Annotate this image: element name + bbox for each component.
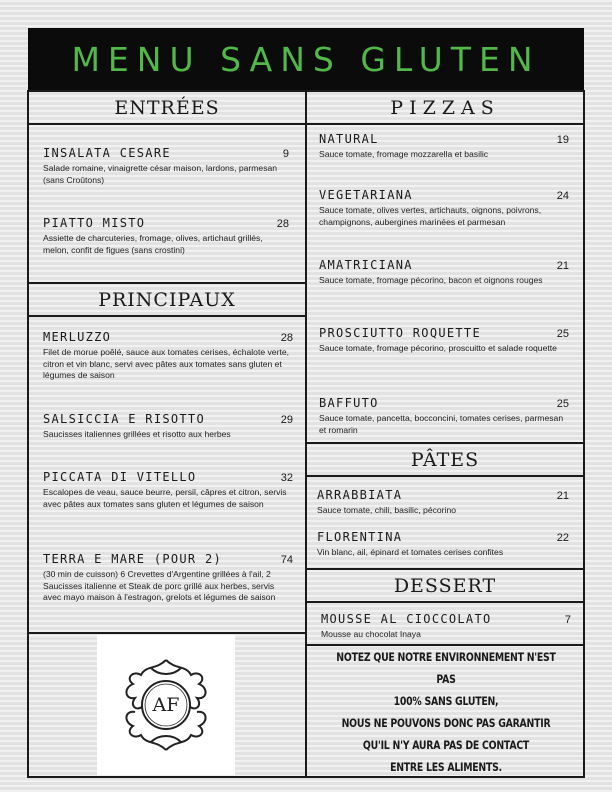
menu-item — [319, 132, 569, 161]
menu-item — [317, 530, 569, 559]
notice-line: ENTRE LES ALIMENTS. — [390, 760, 502, 774]
item-price: 19 — [556, 134, 569, 146]
item-name: SALSICCIA E RISOTTO — [43, 412, 205, 426]
item-name: MOUSSE AL CIOCCOLATO — [321, 612, 492, 626]
item-price: 22 — [556, 532, 569, 544]
menu-item — [43, 412, 293, 441]
item-description: Sauce tomate, olives vertes, artichauts, oignons, poivrons, champignons, aubergines marinées et parmesan — [319, 205, 542, 227]
item-name: PICCATA DI VITELLO — [43, 470, 197, 484]
item-price: 29 — [280, 414, 293, 426]
item-price: 25 — [556, 398, 569, 410]
item-name: ARRABBIATA — [317, 488, 403, 502]
item-name: MERLUZZO — [43, 330, 112, 344]
item-name: PROSCIUTTO ROQUETTE — [319, 326, 481, 340]
notice-line: QU'IL N'Y AURA PAS DE CONTACT — [362, 738, 530, 752]
item-price: 32 — [280, 472, 293, 484]
notice-line: NOTEZ QUE NOTRE ENVIRONNEMENT N'EST PAS — [336, 650, 556, 686]
item-price: 24 — [556, 190, 569, 202]
item-name: TERRA E MARE (POUR 2) — [43, 552, 223, 566]
item-name: FLORENTINA — [317, 530, 403, 544]
dessert-title: DESSERT — [307, 568, 583, 603]
item-price: 21 — [556, 490, 569, 502]
item-name: INSALATA CESARE — [43, 146, 171, 160]
item-description: Assiette de charcuteries, fromage, olives, artichaut grillés, melon, confit de figues (sans crostini) — [43, 233, 263, 255]
menu-item — [319, 188, 569, 228]
menu-item — [321, 612, 571, 641]
pates-title: PÂTES — [307, 442, 583, 477]
logo-panel — [97, 635, 235, 775]
menu-item — [43, 470, 293, 510]
item-description: Sauce tomate, fromage mozzarella et basilic — [319, 149, 489, 159]
item-price: 74 — [280, 554, 293, 566]
item-price: 28 — [276, 218, 289, 230]
item-price: 9 — [282, 148, 289, 160]
menu-item — [317, 488, 569, 517]
left-column — [27, 90, 307, 634]
menu-header — [28, 28, 584, 90]
item-description: Vin blanc, ail, épinard et tomates cerises confites — [317, 547, 504, 557]
item-description: Saucisses italiennes grillées et risotto aux herbes — [43, 429, 231, 439]
menu-item — [319, 258, 569, 287]
item-description: Mousse au chocolat Inaya — [321, 629, 421, 639]
item-description: Escalopes de veau, sauce beurre, persil, câpres et citron, servis avec pâtes aux tomates sans gluten et légumes de saison — [43, 487, 287, 509]
menu-item — [43, 552, 293, 604]
item-description: Sauce tomate, pancetta, bocconcini, tomates cerises, parmesan et romarin — [319, 413, 564, 435]
item-price: 28 — [280, 332, 293, 344]
item-description: Sauce tomate, fromage pécorino, bacon et oignons rouges — [319, 275, 543, 285]
pizzas-title: PIZZAS — [307, 92, 583, 125]
menu-item — [43, 146, 289, 186]
menu-title: MENU SANS GLUTEN — [71, 39, 541, 79]
item-price: 25 — [556, 328, 569, 340]
notice-line: NOUS NE POUVONS DONC PAS GARANTIR — [341, 716, 551, 730]
item-description: Sauce tomate, fromage pécorino, proscuitto et salade roquette — [319, 343, 557, 353]
item-name: AMATRICIANA — [319, 258, 413, 272]
logo-monogram: AF — [152, 694, 180, 716]
gluten-notice — [334, 646, 559, 776]
entrees-title: ENTRÉES — [29, 92, 305, 125]
principaux-title: PRINCIPAUX — [29, 282, 305, 317]
item-description: Sauce tomate, chili, basilic, pécorino — [317, 505, 457, 515]
menu-item — [319, 326, 569, 355]
item-description: (30 min de cuisson) 6 Crevettes d'Argentine grillées à l'ail, 2 Saucisses italienne et Steak de porc grillé aux herbes, servis avec mayo maison à l'estragon, grelots et légumes de saison — [43, 569, 276, 602]
item-name: PIATTO MISTO — [43, 216, 146, 230]
logo-area — [27, 632, 307, 778]
item-description: Filet de morue poêlé, sauce aux tomates cerises, échalote verte, citron et vin blanc, servi avec pâtes aux tomates sans gluten et légumes de saison — [43, 347, 290, 380]
item-name: VEGETARIANA — [319, 188, 413, 202]
menu-item — [319, 396, 569, 436]
item-price: 21 — [556, 260, 569, 272]
item-description: Salade romaine, vinaigrette césar maison, lardons, parmesan (sans Croûtons) — [43, 163, 278, 185]
menu-item — [43, 216, 289, 256]
item-price: 7 — [564, 614, 571, 626]
item-name: BAFFUTO — [319, 396, 379, 410]
item-name: NATURAL — [319, 132, 379, 146]
menu-item — [43, 330, 293, 382]
notice-line: 100% SANS GLUTEN, — [393, 694, 499, 708]
